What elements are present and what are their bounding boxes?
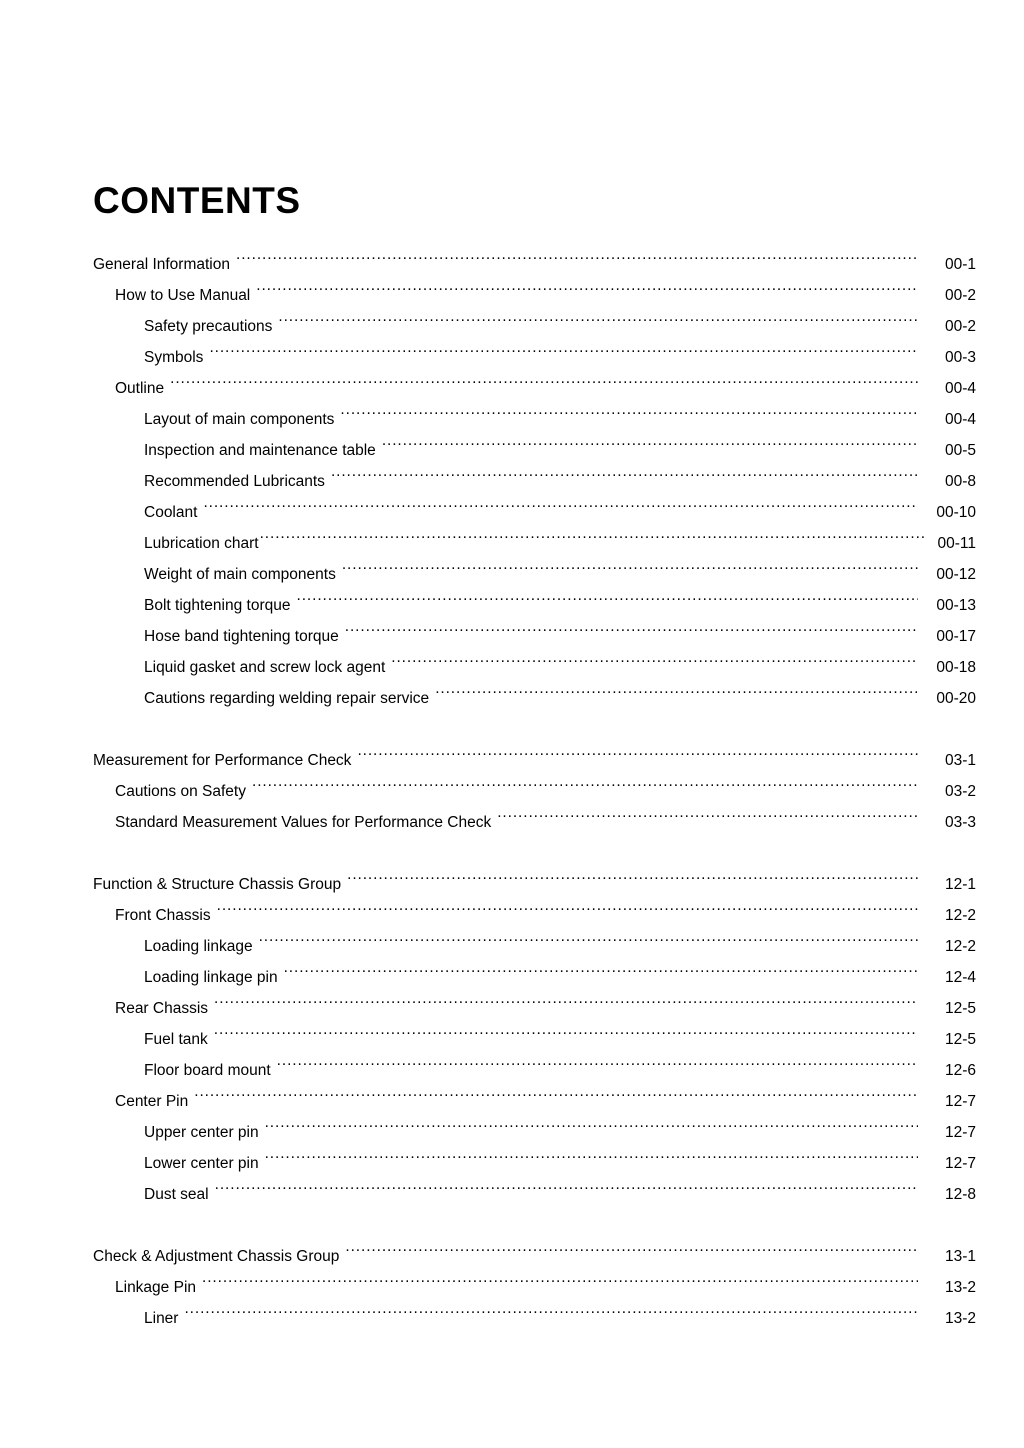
toc-entry[interactable] xyxy=(93,1106,976,1141)
toc-entry-label: Cautions on Safety xyxy=(115,783,246,800)
toc-entry-label: Coolant xyxy=(144,504,198,521)
toc-entry-page-number: 13-2 xyxy=(944,1279,976,1296)
page-title: CONTENTS xyxy=(93,180,301,221)
toc-entry-label: Fuel tank xyxy=(144,1031,208,1048)
toc-entry-label: Loading linkage pin xyxy=(144,969,278,986)
toc-entry-page-number: 03-1 xyxy=(944,752,976,769)
toc-entry-page-number: 00-2 xyxy=(944,287,976,304)
dot-leader xyxy=(435,672,918,703)
dot-leader xyxy=(215,1168,918,1199)
dot-leader xyxy=(278,300,918,331)
dot-leader xyxy=(236,238,918,269)
dot-leader xyxy=(497,796,918,827)
toc-entry-label: Rear Chassis xyxy=(115,1000,209,1017)
toc-group-check-adjustment-chassis-group xyxy=(93,1230,976,1327)
toc-entry[interactable] xyxy=(93,238,976,273)
dot-leader xyxy=(345,610,918,641)
dot-leader xyxy=(214,982,918,1013)
toc-entry-page-number: 00-2 xyxy=(944,318,976,335)
toc-entry-label: Weight of main components xyxy=(144,566,336,583)
dot-leader xyxy=(265,1137,918,1168)
toc-entry-label: Recommended Lubricants xyxy=(144,473,325,490)
toc-entry[interactable] xyxy=(93,982,976,1017)
toc-entry-label: Check & Adjustment Chassis Group xyxy=(93,1248,340,1265)
dot-leader xyxy=(202,1261,918,1292)
toc-entry[interactable] xyxy=(93,889,976,924)
toc-entry[interactable] xyxy=(93,1075,976,1110)
toc-entry-page-number: 00-18 xyxy=(936,659,976,676)
toc-entry-label: How to Use Manual xyxy=(115,287,251,304)
toc-entry[interactable] xyxy=(93,920,976,955)
dot-leader xyxy=(203,486,918,517)
toc-group-function-structure-chassis-group xyxy=(93,858,976,1203)
toc-entry-label: Standard Measurement Values for Performance Check xyxy=(115,814,492,831)
toc-entry-page-number: 00-20 xyxy=(936,690,976,707)
toc-entry-label: Center Pin xyxy=(115,1093,189,1110)
toc-entry-label: Function & Structure Chassis Group xyxy=(93,876,342,893)
toc-entry-label: Outline xyxy=(115,380,165,397)
toc-entry-label: Inspection and maintenance table xyxy=(144,442,376,459)
toc-entry-page-number: 12-5 xyxy=(944,1031,976,1048)
toc-entry-page-number: 13-2 xyxy=(944,1310,976,1327)
toc-entry-page-number: 12-4 xyxy=(944,969,976,986)
dot-leader xyxy=(357,734,918,765)
dot-leader xyxy=(209,331,918,362)
toc-entry-label: Layout of main components xyxy=(144,411,335,428)
toc-entry-page-number: 00-17 xyxy=(936,628,976,645)
toc-entry-page-number: 00-4 xyxy=(944,411,976,428)
toc-entry-page-number: 12-6 xyxy=(944,1062,976,1079)
toc-group-measurement-for-performance-check xyxy=(93,734,976,831)
dot-leader xyxy=(284,951,918,982)
dot-leader xyxy=(391,641,918,672)
toc-entry-label: Safety precautions xyxy=(144,318,273,335)
dot-leader xyxy=(342,548,918,579)
toc-entry[interactable] xyxy=(93,1013,976,1048)
toc-entry[interactable] xyxy=(93,1230,976,1265)
toc-entry-label: Lubrication chart xyxy=(144,535,259,552)
dot-leader xyxy=(170,362,918,393)
dot-leader xyxy=(331,455,918,486)
toc-entry-label: Symbols xyxy=(144,349,204,366)
toc-entry-label: Cautions regarding welding repair service xyxy=(144,690,430,707)
toc-entry-page-number: 03-2 xyxy=(944,783,976,800)
toc-entry-page-number: 12-1 xyxy=(944,876,976,893)
toc-entry-page-number: 00-1 xyxy=(944,256,976,273)
toc-entry-page-number: 00-12 xyxy=(936,566,976,583)
toc-entry[interactable] xyxy=(93,517,976,552)
toc-entry-page-number: 12-2 xyxy=(944,907,976,924)
toc-entry-label: Dust seal xyxy=(144,1186,209,1203)
dot-leader xyxy=(345,1230,918,1261)
toc-entry[interactable] xyxy=(93,1292,976,1327)
dot-leader xyxy=(217,889,918,920)
toc-entry-page-number: 12-8 xyxy=(944,1186,976,1203)
toc-entry[interactable] xyxy=(93,362,976,397)
dot-leader xyxy=(252,765,918,796)
toc-entry-label: Loading linkage xyxy=(144,938,253,955)
toc-entry-page-number: 00-8 xyxy=(944,473,976,490)
dot-leader xyxy=(256,269,918,300)
toc-entry[interactable] xyxy=(93,331,976,366)
dot-leader xyxy=(347,858,918,889)
toc-entry-label: Lower center pin xyxy=(144,1155,259,1172)
toc-entry-page-number: 00-13 xyxy=(936,597,976,614)
toc-entry-page-number: 13-1 xyxy=(944,1248,976,1265)
toc-entry-label: Bolt tightening torque xyxy=(144,597,291,614)
toc-entry-label: Front Chassis xyxy=(115,907,211,924)
toc-entry-page-number: 12-7 xyxy=(944,1124,976,1141)
toc-entry-label: General Information xyxy=(93,256,230,273)
dot-leader xyxy=(297,579,919,610)
toc-entry-page-number: 12-7 xyxy=(944,1093,976,1110)
dot-leader xyxy=(340,393,918,424)
toc-entry[interactable] xyxy=(93,393,976,428)
toc-entry-page-number: 12-7 xyxy=(944,1155,976,1172)
toc-entry-label: Liner xyxy=(144,1310,179,1327)
dot-leader xyxy=(194,1075,918,1106)
toc-entry-page-number: 12-2 xyxy=(944,938,976,955)
dot-leader xyxy=(214,1013,918,1044)
dot-leader xyxy=(277,1044,918,1075)
table-of-contents xyxy=(93,238,976,1327)
dot-leader xyxy=(265,1106,918,1137)
toc-entry-label: Liquid gasket and screw lock agent xyxy=(144,659,386,676)
toc-entry[interactable] xyxy=(93,1261,976,1296)
toc-group-general-information xyxy=(93,238,976,707)
toc-entry[interactable] xyxy=(93,486,976,521)
toc-entry-page-number: 12-5 xyxy=(944,1000,976,1017)
toc-entry-label: Linkage Pin xyxy=(115,1279,197,1296)
toc-entry-label: Hose band tightening torque xyxy=(144,628,339,645)
toc-entry[interactable] xyxy=(93,858,976,893)
toc-entry-page-number: 00-11 xyxy=(937,535,976,552)
dot-leader xyxy=(260,517,924,548)
dot-leader xyxy=(184,1292,918,1323)
toc-entry-page-number: 00-5 xyxy=(944,442,976,459)
toc-entry-label: Measurement for Performance Check xyxy=(93,752,352,769)
toc-entry-page-number: 00-3 xyxy=(944,349,976,366)
toc-entry[interactable] xyxy=(93,1044,976,1079)
toc-entry-page-number: 00-10 xyxy=(936,504,976,521)
toc-entry-label: Floor board mount xyxy=(144,1062,271,1079)
toc-entry[interactable] xyxy=(93,1168,976,1203)
toc-entry[interactable] xyxy=(93,734,976,769)
toc-entry-page-number: 00-4 xyxy=(944,380,976,397)
toc-entry-label: Upper center pin xyxy=(144,1124,259,1141)
dot-leader xyxy=(382,424,918,455)
dot-leader xyxy=(259,920,918,951)
toc-entry-page-number: 03-3 xyxy=(944,814,976,831)
